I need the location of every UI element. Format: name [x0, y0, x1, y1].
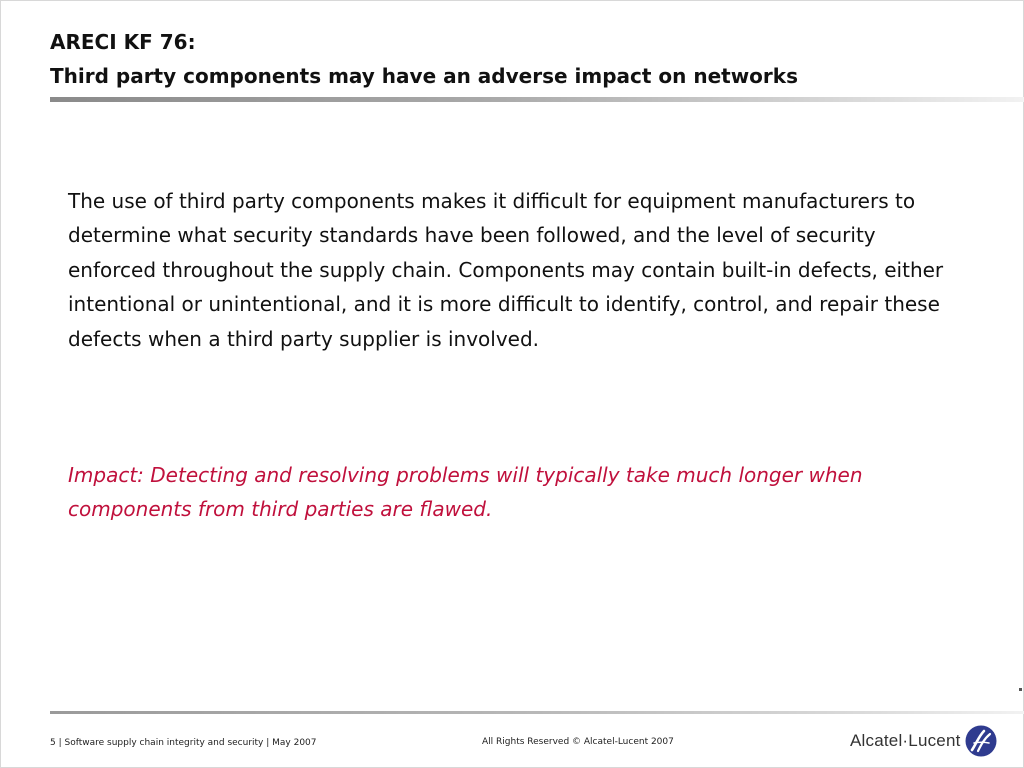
- logo-wordmark: Alcatel·Lucent: [850, 731, 961, 750]
- slide-title: [50, 25, 980, 93]
- edge-mark: [1019, 688, 1022, 691]
- footer-copyright: All Rights Reserved © Alcatel-Lucent 2007: [482, 737, 674, 747]
- body-paragraph: The use of third party components makes it difficult for equipment manufacturers to determine what security standards have been followed, and the level of security enforced throughout the supply chain. Components may contain built-in defects, either intentional or unintentional, and it is more difficult to identify, control, and repair these defects when a third party supplier is involved.: [68, 189, 944, 351]
- title-line-2: Third party components may have an adverse impact on networks: [50, 64, 798, 88]
- company-logo: [850, 724, 997, 758]
- impact-statement: Impact: Detecting and resolving problems will typically take much longer when components from third parties are flawed.: [68, 463, 863, 522]
- footer-divider: [50, 711, 1024, 714]
- footer-page-info: 5 | Software supply chain integrity and security | May 2007: [50, 738, 317, 748]
- title-line-1: ARECI KF 76:: [50, 30, 196, 54]
- title-divider: [50, 97, 1024, 102]
- alcatel-lucent-logo-icon: [965, 725, 997, 757]
